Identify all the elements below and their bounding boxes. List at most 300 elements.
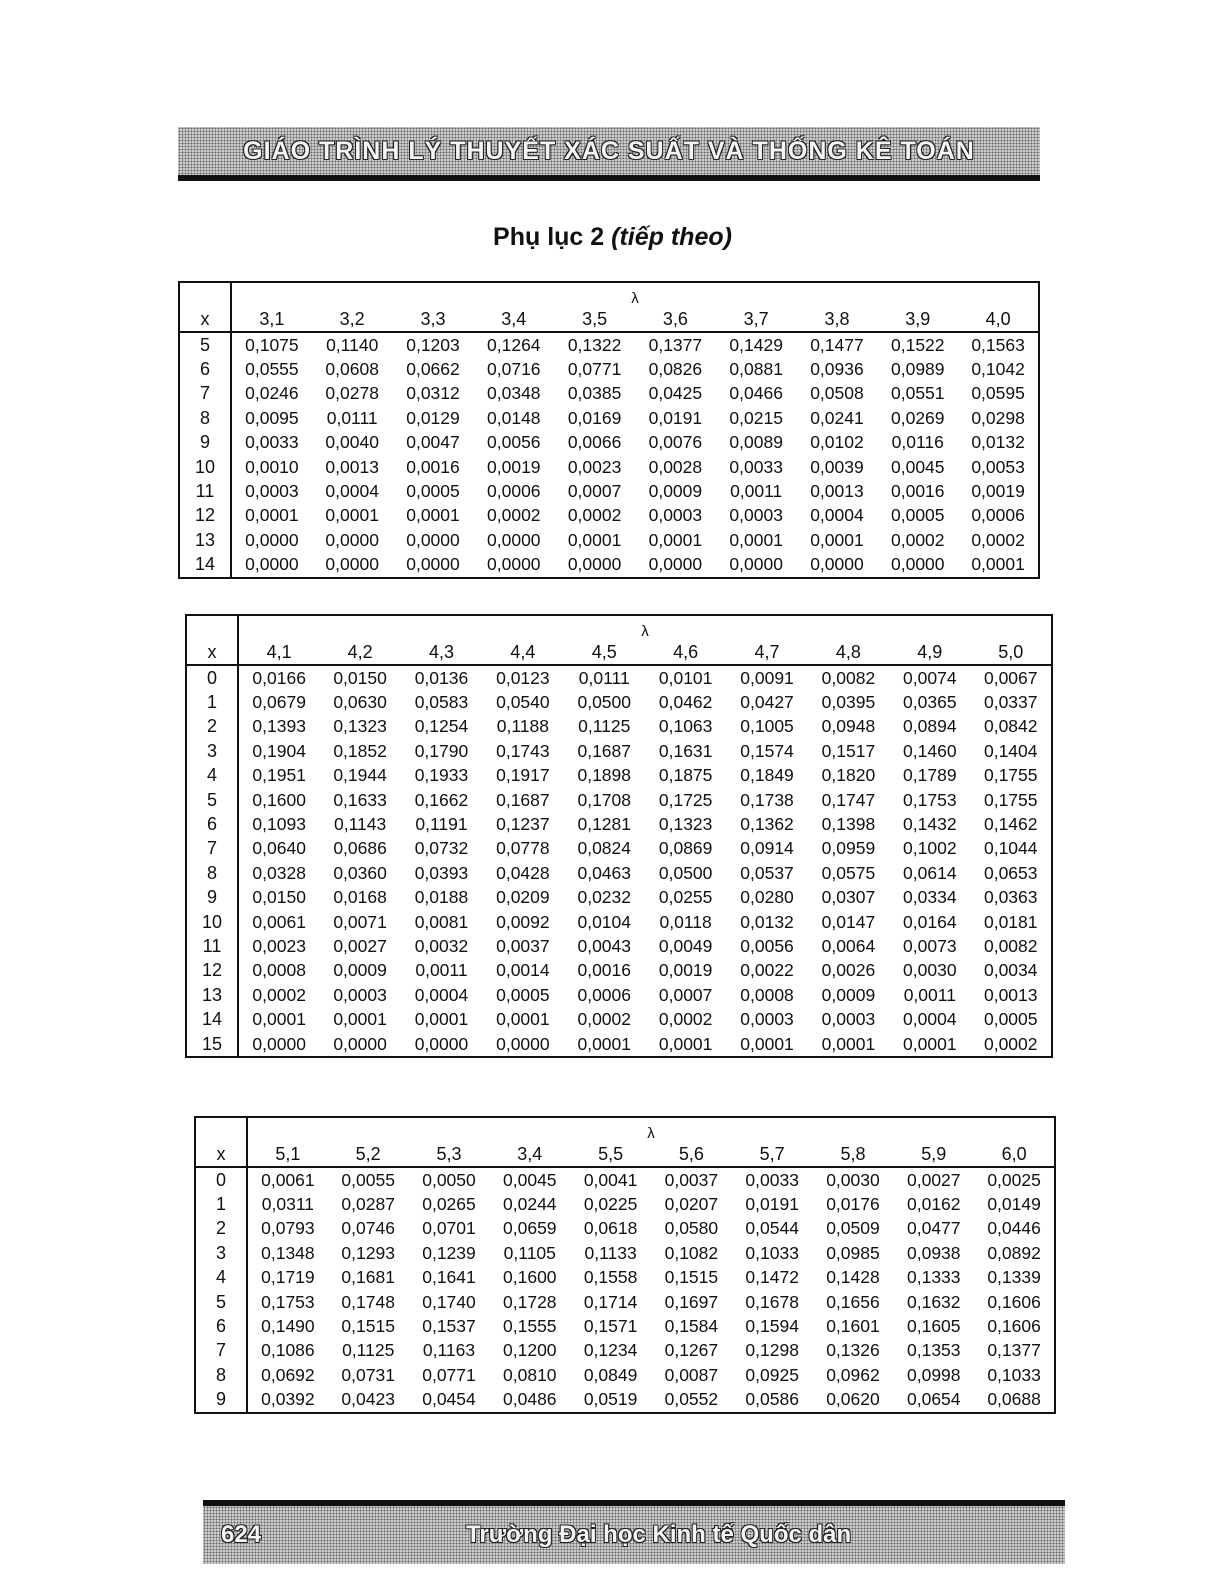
probability-cell: 0,0000 (325, 529, 379, 550)
probability-cell: 0,0311 (261, 1194, 315, 1215)
probability-cell: 0,1188 (496, 716, 549, 737)
table-row (195, 1290, 1055, 1314)
table-row (179, 504, 1039, 528)
probability-cell: 0,0508 (810, 383, 864, 404)
probability-cell: 0,0037 (664, 1169, 719, 1190)
lambda-column-header: 4,3 (401, 640, 482, 665)
probability-cell: 0,0001 (810, 529, 864, 550)
probability-cell: 0,1852 (333, 740, 387, 761)
lambda-column-header: 5,0 (971, 640, 1052, 665)
probability-cell: 0,0010 (245, 456, 299, 477)
probability-cell: 0,1339 (987, 1267, 1041, 1288)
probability-cell: 0,1125 (578, 716, 631, 737)
lambda-label: λ (641, 623, 649, 640)
probability-cell: 0,1944 (333, 765, 387, 786)
table-row (186, 861, 1052, 885)
probability-cell: 0,0540 (496, 692, 550, 713)
probability-cell: 0,1377 (648, 334, 703, 355)
x-value: 6 (179, 357, 231, 381)
x-value: 14 (186, 1007, 238, 1031)
probability-cell: 0,1584 (664, 1316, 719, 1337)
probability-cell: 0,0000 (648, 554, 703, 575)
probability-cell: 0,0001 (567, 529, 622, 550)
x-value: 7 (179, 382, 231, 406)
probability-cell: 0,1033 (987, 1364, 1041, 1385)
x-value: 12 (186, 959, 238, 983)
probability-cell: 0,0095 (245, 407, 299, 428)
probability-cell: 0,1898 (577, 765, 632, 786)
appendix-title (0, 223, 1225, 252)
x-value: 5 (195, 1290, 247, 1314)
probability-cell: 0,0544 (745, 1218, 799, 1239)
probability-cell: 0,1237 (496, 814, 550, 835)
probability-cell: 0,1904 (252, 740, 306, 761)
probability-cell: 0,0074 (903, 667, 957, 688)
probability-cell: 0,0365 (903, 692, 957, 713)
probability-cell: 0,1537 (422, 1316, 476, 1337)
probability-cell: 0,1477 (810, 334, 864, 355)
table-row (186, 715, 1052, 739)
probability-cell: 0,1633 (333, 789, 387, 810)
probability-cell: 0,0385 (567, 383, 622, 404)
probability-cell: 0,1708 (577, 789, 632, 810)
probability-cell: 0,1933 (414, 765, 469, 786)
x-value: 8 (179, 406, 231, 430)
probability-cell: 0,0016 (406, 456, 460, 477)
table-row (186, 764, 1052, 788)
probability-cell: 0,0595 (971, 383, 1025, 404)
table-row (179, 431, 1039, 455)
probability-cell: 0,0000 (406, 554, 460, 575)
x-value: 8 (195, 1363, 247, 1387)
lambda-column-header: 5,9 (893, 1142, 974, 1167)
probability-cell: 0,0092 (496, 911, 550, 932)
table-row (195, 1388, 1055, 1413)
probability-cell: 0,0150 (252, 887, 306, 908)
probability-cell: 0,0580 (664, 1218, 719, 1239)
lambda-column-header: 5,1 (247, 1142, 328, 1167)
probability-cell: 0,0716 (487, 359, 541, 380)
probability-cell: 0,1849 (740, 765, 794, 786)
probability-cell: 0,1490 (261, 1316, 315, 1337)
probability-cell: 0,1631 (658, 740, 713, 761)
probability-cell: 0,0392 (261, 1389, 315, 1410)
probability-cell: 0,0000 (891, 554, 945, 575)
x-column-header: x (179, 307, 231, 332)
probability-cell: 0,0425 (648, 383, 703, 404)
lambda-column-header: 3,2 (312, 307, 393, 332)
table-row (195, 1241, 1055, 1265)
x-header-spacer (179, 282, 231, 307)
probability-cell: 0,1472 (745, 1267, 799, 1288)
probability-cell: 0,0067 (983, 667, 1038, 688)
probability-cell: 0,0026 (821, 960, 876, 981)
probability-cell: 0,0653 (983, 862, 1038, 883)
probability-cell: 0,0746 (341, 1218, 395, 1239)
probability-cell: 0,0087 (664, 1364, 719, 1385)
probability-cell: 0,0328 (252, 862, 306, 883)
x-value: 9 (179, 431, 231, 455)
probability-cell: 0,0771 (422, 1364, 476, 1385)
probability-cell: 0,0269 (891, 407, 945, 428)
probability-cell: 0,0001 (252, 1009, 306, 1030)
x-column-header: x (195, 1142, 247, 1167)
table-row (186, 1007, 1052, 1031)
table-row (186, 837, 1052, 861)
table-row (195, 1363, 1055, 1387)
x-value: 14 (179, 553, 231, 578)
probability-cell: 0,0005 (496, 984, 550, 1005)
lambda-label: λ (631, 290, 639, 307)
probability-cell: 0,0037 (496, 935, 550, 956)
x-value: 8 (186, 861, 238, 885)
probability-cell: 0,1234 (583, 1340, 638, 1361)
probability-cell: 0,0552 (664, 1389, 719, 1410)
probability-cell: 0,1267 (664, 1340, 719, 1361)
lambda-column-header: 3,9 (877, 307, 958, 332)
probability-cell: 0,0129 (406, 407, 460, 428)
probability-cell: 0,0393 (414, 862, 469, 883)
probability-cell: 0,0039 (810, 456, 864, 477)
probability-cell: 0,1033 (745, 1242, 799, 1263)
probability-cell: 0,0071 (333, 911, 387, 932)
probability-cell: 0,0000 (414, 1033, 469, 1054)
x-value: 9 (186, 886, 238, 910)
probability-cell: 0,0278 (325, 383, 379, 404)
probability-cell: 0,0089 (729, 432, 783, 453)
probability-cell: 0,0082 (821, 667, 876, 688)
probability-cell: 0,0118 (659, 911, 712, 932)
probability-cell: 0,1002 (903, 838, 957, 859)
probability-cell: 0,0793 (261, 1218, 315, 1239)
probability-cell: 0,1747 (821, 789, 876, 810)
probability-cell: 0,1044 (983, 838, 1038, 859)
probability-cell: 0,0006 (487, 481, 541, 502)
table-row (179, 406, 1039, 430)
x-value: 5 (179, 332, 231, 357)
probability-cell: 0,0033 (245, 432, 299, 453)
table-row (195, 1167, 1055, 1192)
probability-cell: 0,1687 (577, 740, 632, 761)
probability-cell: 0,0006 (577, 984, 632, 1005)
lambda-column-header: 4,5 (564, 640, 645, 665)
probability-cell: 0,0692 (261, 1364, 315, 1385)
table-row (186, 665, 1052, 690)
probability-cell: 0,0050 (422, 1169, 476, 1190)
probability-cell: 0,0225 (583, 1194, 638, 1215)
x-column-header: x (186, 640, 238, 665)
probability-cell: 0,0003 (729, 505, 783, 526)
probability-cell: 0,0027 (907, 1169, 961, 1190)
x-value: 11 (179, 479, 231, 503)
probability-cell: 0,1678 (745, 1291, 799, 1312)
probability-cell: 0,0011 (730, 481, 783, 502)
probability-cell: 0,0334 (903, 887, 957, 908)
probability-cell: 0,0001 (245, 505, 299, 526)
x-value: 15 (186, 1032, 238, 1057)
probability-cell: 0,0215 (729, 407, 783, 428)
probability-cell: 0,0007 (658, 984, 713, 1005)
table-row (195, 1339, 1055, 1363)
probability-cell: 0,1563 (971, 334, 1025, 355)
probability-cell: 0,0428 (496, 862, 550, 883)
table-row (186, 983, 1052, 1007)
probability-cell: 0,0989 (891, 359, 945, 380)
probability-cell: 0,0003 (740, 1009, 794, 1030)
x-value: 0 (195, 1167, 247, 1192)
probability-cell: 0,1594 (745, 1316, 799, 1337)
probability-cell: 0,0486 (503, 1389, 557, 1410)
probability-cell: 0,1571 (583, 1316, 638, 1337)
probability-cell: 0,1917 (496, 765, 550, 786)
lambda-column-header: 3,1 (231, 307, 312, 332)
probability-cell: 0,0466 (729, 383, 783, 404)
probability-cell: 0,1790 (414, 740, 469, 761)
probability-cell: 0,0007 (567, 481, 622, 502)
probability-cell: 0,0427 (740, 692, 794, 713)
probability-cell: 0,0001 (658, 1033, 713, 1054)
x-header-spacer (195, 1117, 247, 1142)
probability-cell: 0,1748 (341, 1291, 395, 1312)
probability-cell: 0,0008 (252, 960, 306, 981)
probability-cell: 0,0001 (903, 1033, 957, 1054)
probability-cell: 0,0004 (414, 984, 469, 1005)
x-value: 10 (186, 910, 238, 934)
probability-cell: 0,1191 (415, 814, 468, 835)
probability-cell: 0,1725 (658, 789, 713, 810)
lambda-label: λ (647, 1125, 655, 1142)
probability-cell: 0,1140 (326, 334, 379, 355)
probability-cell: 0,0064 (821, 935, 876, 956)
probability-cell: 0,0985 (826, 1242, 880, 1263)
probability-cell: 0,1125 (342, 1340, 395, 1361)
probability-cell: 0,0191 (648, 407, 703, 428)
probability-cell: 0,0246 (245, 383, 299, 404)
probability-cell: 0,0150 (333, 667, 387, 688)
probability-cell: 0,0005 (406, 481, 460, 502)
lambda-column-header: 3,8 (797, 307, 878, 332)
table-row (186, 910, 1052, 934)
probability-cell: 0,0002 (891, 529, 945, 550)
probability-cell: 0,0013 (983, 984, 1038, 1005)
probability-cell: 0,0000 (487, 554, 541, 575)
probability-cell: 0,1042 (971, 359, 1025, 380)
probability-cell: 0,0771 (567, 359, 622, 380)
probability-cell: 0,0014 (496, 960, 550, 981)
probability-cell: 0,0312 (406, 383, 460, 404)
table-row (186, 1032, 1052, 1057)
probability-cell: 0,0008 (740, 984, 794, 1005)
probability-cell: 0,0013 (325, 456, 379, 477)
probability-cell: 0,0732 (414, 838, 469, 859)
probability-cell: 0,0003 (245, 481, 299, 502)
x-value: 4 (195, 1266, 247, 1290)
probability-cell: 0,1656 (826, 1291, 880, 1312)
probability-cell: 0,0701 (422, 1218, 476, 1239)
probability-cell: 0,1515 (664, 1267, 719, 1288)
probability-cell: 0,0023 (567, 456, 622, 477)
probability-cell: 0,0337 (983, 692, 1038, 713)
probability-cell: 0,1075 (245, 334, 299, 355)
probability-cell: 0,0348 (487, 383, 541, 404)
probability-cell: 0,0002 (487, 505, 541, 526)
x-value: 4 (186, 764, 238, 788)
appendix-title-main: Phụ lục 2 (493, 223, 605, 251)
probability-cell: 0,0679 (252, 692, 306, 713)
probability-cell: 0,1293 (341, 1242, 395, 1263)
table-row (179, 455, 1039, 479)
probability-cell: 0,0002 (983, 1033, 1038, 1054)
probability-cell: 0,1632 (907, 1291, 961, 1312)
probability-cell: 0,0925 (745, 1364, 799, 1385)
probability-cell: 0,1264 (487, 334, 541, 355)
probability-cell: 0,1063 (658, 716, 713, 737)
probability-cell: 0,1606 (987, 1291, 1041, 1312)
probability-cell: 0,1755 (983, 765, 1038, 786)
footer-band (203, 1500, 1065, 1564)
probability-cell: 0,1281 (577, 814, 632, 835)
x-value: 9 (195, 1388, 247, 1413)
probability-cell: 0,0191 (745, 1194, 799, 1215)
x-value: 3 (186, 739, 238, 763)
probability-cell: 0,1393 (252, 716, 306, 737)
x-value: 10 (179, 455, 231, 479)
probability-cell: 0,0287 (341, 1194, 395, 1215)
x-value: 3 (195, 1241, 247, 1265)
probability-cell: 0,0034 (983, 960, 1038, 981)
probability-cell: 0,0001 (414, 1009, 469, 1030)
lambda-column-header: 6,0 (974, 1142, 1055, 1167)
probability-cell: 0,1605 (907, 1316, 961, 1337)
probability-cell: 0,0061 (252, 911, 306, 932)
probability-cell: 0,0446 (987, 1218, 1041, 1239)
lambda-column-header: 4,9 (889, 640, 970, 665)
probability-cell: 0,0936 (810, 359, 864, 380)
probability-cell: 0,1093 (252, 814, 306, 835)
probability-cell: 0,0948 (821, 716, 876, 737)
probability-cell: 0,1082 (664, 1242, 719, 1263)
probability-cell: 0,0477 (907, 1218, 961, 1239)
probability-cell: 0,1323 (658, 814, 713, 835)
table-row (186, 788, 1052, 812)
lambda-column-header: 4,6 (645, 640, 726, 665)
table-row (195, 1192, 1055, 1216)
probability-cell: 0,0168 (333, 887, 387, 908)
probability-cell: 0,0938 (907, 1242, 961, 1263)
probability-cell: 0,0022 (740, 960, 794, 981)
probability-cell: 0,0001 (971, 554, 1025, 575)
probability-cell: 0,0363 (983, 887, 1038, 908)
probability-cell: 0,0000 (325, 554, 379, 575)
probability-cell: 0,0575 (821, 862, 876, 883)
probability-cell: 0,1203 (406, 334, 460, 355)
probability-cell: 0,1429 (729, 334, 783, 355)
table-row (179, 382, 1039, 406)
table-row (186, 812, 1052, 836)
probability-cell: 0,0047 (406, 432, 460, 453)
probability-cell: 0,0104 (577, 911, 632, 932)
probability-cell: 0,0030 (826, 1169, 880, 1190)
probability-cell: 0,1432 (903, 814, 957, 835)
probability-cell: 0,0003 (648, 505, 703, 526)
probability-cell: 0,0000 (245, 529, 299, 550)
probability-cell: 0,1462 (983, 814, 1038, 835)
probability-cell: 0,1515 (341, 1316, 395, 1337)
probability-cell: 0,1558 (583, 1267, 638, 1288)
probability-cell: 0,0002 (567, 505, 622, 526)
probability-cell: 0,0009 (648, 481, 703, 502)
probability-cell: 0,0731 (341, 1364, 395, 1385)
school-name: Trường Đại học Kinh tế Quốc dân (466, 1521, 852, 1548)
probability-cell: 0,0869 (658, 838, 713, 859)
lambda-column-header: 4,4 (482, 640, 563, 665)
probability-cell: 0,0892 (987, 1242, 1041, 1263)
probability-cell: 0,0998 (907, 1364, 961, 1385)
probability-cell: 0,0132 (740, 911, 794, 932)
probability-cell: 0,1348 (261, 1242, 315, 1263)
x-value: 12 (179, 504, 231, 528)
probability-cell: 0,0136 (414, 667, 469, 688)
probability-cell: 0,1662 (414, 789, 469, 810)
probability-cell: 0,0298 (971, 407, 1025, 428)
probability-cell: 0,0041 (583, 1169, 638, 1190)
probability-cell: 0,0688 (987, 1389, 1041, 1410)
probability-cell: 0,0454 (422, 1389, 476, 1410)
probability-cell: 0,0004 (810, 505, 864, 526)
probability-cell: 0,0025 (987, 1169, 1041, 1190)
probability-cell: 0,0111 (578, 667, 630, 688)
probability-cell: 0,0000 (567, 554, 622, 575)
probability-cell: 0,0055 (341, 1169, 395, 1190)
probability-cell: 0,0164 (903, 911, 957, 932)
probability-cell: 0,1719 (261, 1267, 315, 1288)
probability-cell: 0,0188 (414, 887, 469, 908)
probability-cell: 0,0462 (658, 692, 713, 713)
probability-cell: 0,0000 (245, 554, 299, 575)
probability-cell: 0,1377 (987, 1340, 1041, 1361)
probability-cell: 0,0000 (496, 1033, 550, 1054)
probability-cell: 0,0395 (821, 692, 876, 713)
probability-cell: 0,0000 (729, 554, 783, 575)
probability-cell: 0,0280 (740, 887, 794, 908)
lambda-column-header: 5,2 (328, 1142, 409, 1167)
probability-cell: 0,0061 (261, 1169, 315, 1190)
table-row (179, 528, 1039, 552)
lambda-column-header: 3,4 (489, 1142, 570, 1167)
probability-cell: 0,0001 (648, 529, 703, 550)
probability-cell: 0,0032 (414, 935, 469, 956)
probability-cell: 0,1254 (414, 716, 469, 737)
lambda-column-header: 4,1 (238, 640, 319, 665)
lambda-column-header: 3,4 (473, 307, 554, 332)
probability-cell: 0,0824 (577, 838, 632, 859)
probability-cell: 0,0076 (648, 432, 703, 453)
probability-cell: 0,0000 (810, 554, 864, 575)
probability-cell: 0,0040 (325, 432, 379, 453)
probability-cell: 0,0049 (658, 935, 713, 956)
table-row (179, 357, 1039, 381)
probability-cell: 0,0209 (496, 887, 550, 908)
probability-cell: 0,1460 (903, 740, 957, 761)
probability-cell: 0,0016 (577, 960, 632, 981)
probability-cell: 0,0001 (821, 1033, 876, 1054)
probability-cell: 0,0778 (496, 838, 550, 859)
probability-cell: 0,0000 (406, 529, 460, 550)
probability-cell: 0,0006 (971, 505, 1025, 526)
probability-cell: 0,0176 (826, 1194, 880, 1215)
probability-cell: 0,0009 (821, 984, 876, 1005)
probability-cell: 0,0123 (496, 667, 550, 688)
